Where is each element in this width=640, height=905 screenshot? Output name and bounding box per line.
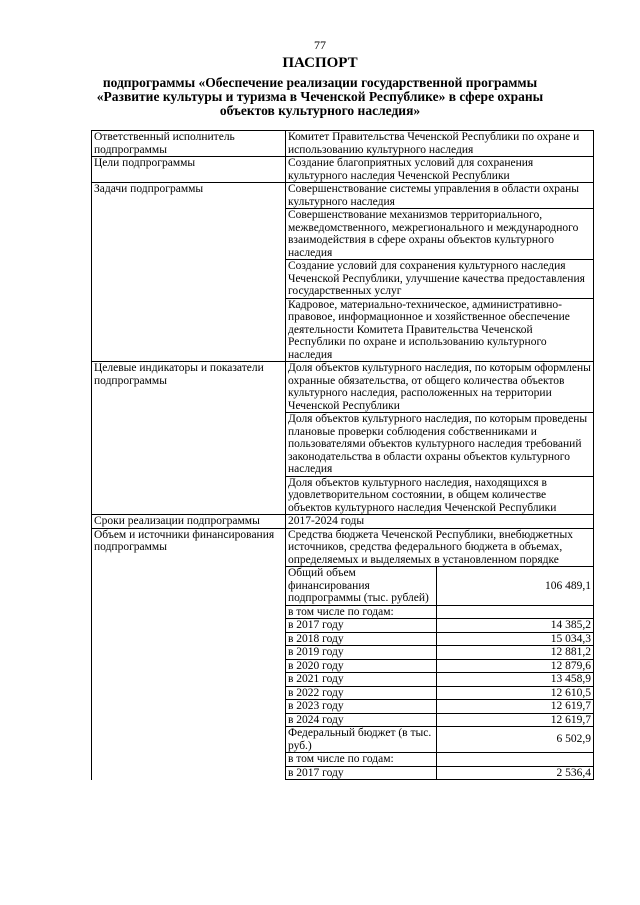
- funding-empty-cell: [436, 605, 593, 619]
- row-value: Комитет Правительства Чеченской Республики по охране и использованию культурного наследия: [286, 131, 594, 157]
- row-label: Объем и источники финансирования подпрограммы: [92, 528, 286, 780]
- table-row: [92, 157, 594, 183]
- funding-row: [286, 632, 593, 646]
- funding-year-value: 12 619,7: [436, 700, 593, 714]
- page-number: 77: [314, 38, 326, 52]
- funding-row: [286, 686, 593, 700]
- federal-year-label: в 2017 году: [286, 766, 436, 780]
- indicator-item: Доля объектов культурного наследия, по которым проведены плановые проверки соблюдения собственниками и пользователями объектов культурного наследия требований законодательства в области охраны объектов культурного наследия: [286, 413, 594, 477]
- task-item: Совершенствование механизмов территориального, межведомственного, межрегионального и международного взаимодействия в сфере охраны объектов культурного наследия: [286, 209, 594, 260]
- page-subtitle: подпрограммы «Обеспечение реализации государственной программы «Развитие культуры и туризма в Чеченской Республике» в сфере охраны объектов культурного наследия»: [96, 75, 544, 118]
- federal-year-value: 2 536,4: [436, 766, 593, 780]
- funding-total-value: 106 489,1: [436, 567, 593, 605]
- funding-row: [286, 713, 593, 727]
- row-label: Цели подпрограммы: [92, 157, 286, 183]
- funding-total-label: Общий объем финансирования подпрограммы (тыс. рублей): [286, 567, 436, 605]
- table-row: [92, 183, 594, 209]
- task-item: Совершенствование системы управления в области охраны культурного наследия: [286, 183, 594, 209]
- federal-budget-label: Федеральный бюджет (в тыс. руб.): [286, 727, 436, 753]
- funding-year-label: в 2022 году: [286, 686, 436, 700]
- funding-row: [286, 753, 593, 767]
- funding-row: [286, 646, 593, 660]
- funding-table: [286, 567, 593, 780]
- row-label: Сроки реализации подпрограммы: [92, 515, 286, 529]
- funding-year-label: в 2020 году: [286, 659, 436, 673]
- indicator-item: Доля объектов культурного наследия, по которым оформлены охранные обязательства, от общего количества объектов культурного наследия, расположенных на территории Чеченской Республики: [286, 362, 594, 413]
- row-label: Ответственный исполнитель подпрограммы: [92, 131, 286, 157]
- funding-row: [286, 659, 593, 673]
- funding-row: [286, 700, 593, 714]
- table-row: [92, 362, 594, 413]
- funding-year-label: в 2023 году: [286, 700, 436, 714]
- funding-empty-cell: [436, 753, 593, 767]
- funding-row: [286, 605, 593, 619]
- row-value: 2017-2024 годы: [286, 515, 594, 529]
- funding-row: [286, 619, 593, 633]
- funding-intro: Средства бюджета Чеченской Республики, внебюджетных источников, средства федерального бюджета в объемах, определяемых и выделяемых в установленном порядке: [286, 528, 594, 567]
- federal-budget-value: 6 502,9: [436, 727, 593, 753]
- funding-year-label: в 2019 году: [286, 646, 436, 660]
- task-item: Кадровое, материально-техническое, административно-правовое, информационное и хозяйственное обеспечение деятельности Комитета Правительства Чеченской Республики по охране и использованию культурного наследия: [286, 298, 594, 362]
- task-item: Создание условий для сохранения культурного наследия Чеченской Республики, улучшение качества предоставления государственных услуг: [286, 260, 594, 299]
- funding-year-value: 12 619,7: [436, 713, 593, 727]
- row-label: Целевые индикаторы и показатели подпрограммы: [92, 362, 286, 515]
- funding-row: [286, 766, 593, 780]
- funding-year-value: 14 385,2: [436, 619, 593, 633]
- table-row: [92, 131, 594, 157]
- funding-year-value: 15 034,3: [436, 632, 593, 646]
- funding-including-label: в том числе по годам:: [286, 605, 436, 619]
- funding-year-label: в 2017 году: [286, 619, 436, 633]
- row-value: Создание благоприятных условий для сохранения культурного наследия Чеченской Республики: [286, 157, 594, 183]
- passport-table: [91, 130, 594, 780]
- funding-year-label: в 2018 году: [286, 632, 436, 646]
- funding-cell: [286, 567, 594, 781]
- row-label: Задачи подпрограммы: [92, 183, 286, 362]
- table-row: [92, 528, 594, 567]
- funding-year-value: 12 610,5: [436, 686, 593, 700]
- indicator-item: Доля объектов культурного наследия, находящихся в удовлетворительном состоянии, в общем количестве объектов культурного наследия Чеченской Республики: [286, 476, 594, 515]
- funding-year-label: в 2021 году: [286, 673, 436, 687]
- funding-row: [286, 727, 593, 753]
- federal-including-label: в том числе по годам:: [286, 753, 436, 767]
- funding-row: [286, 673, 593, 687]
- table-row: [92, 515, 594, 529]
- page-title: ПАСПОРТ: [282, 55, 358, 71]
- funding-year-label: в 2024 году: [286, 713, 436, 727]
- funding-row: [286, 567, 593, 605]
- funding-year-value: 13 458,9: [436, 673, 593, 687]
- funding-year-value: 12 881,2: [436, 646, 593, 660]
- funding-year-value: 12 879,6: [436, 659, 593, 673]
